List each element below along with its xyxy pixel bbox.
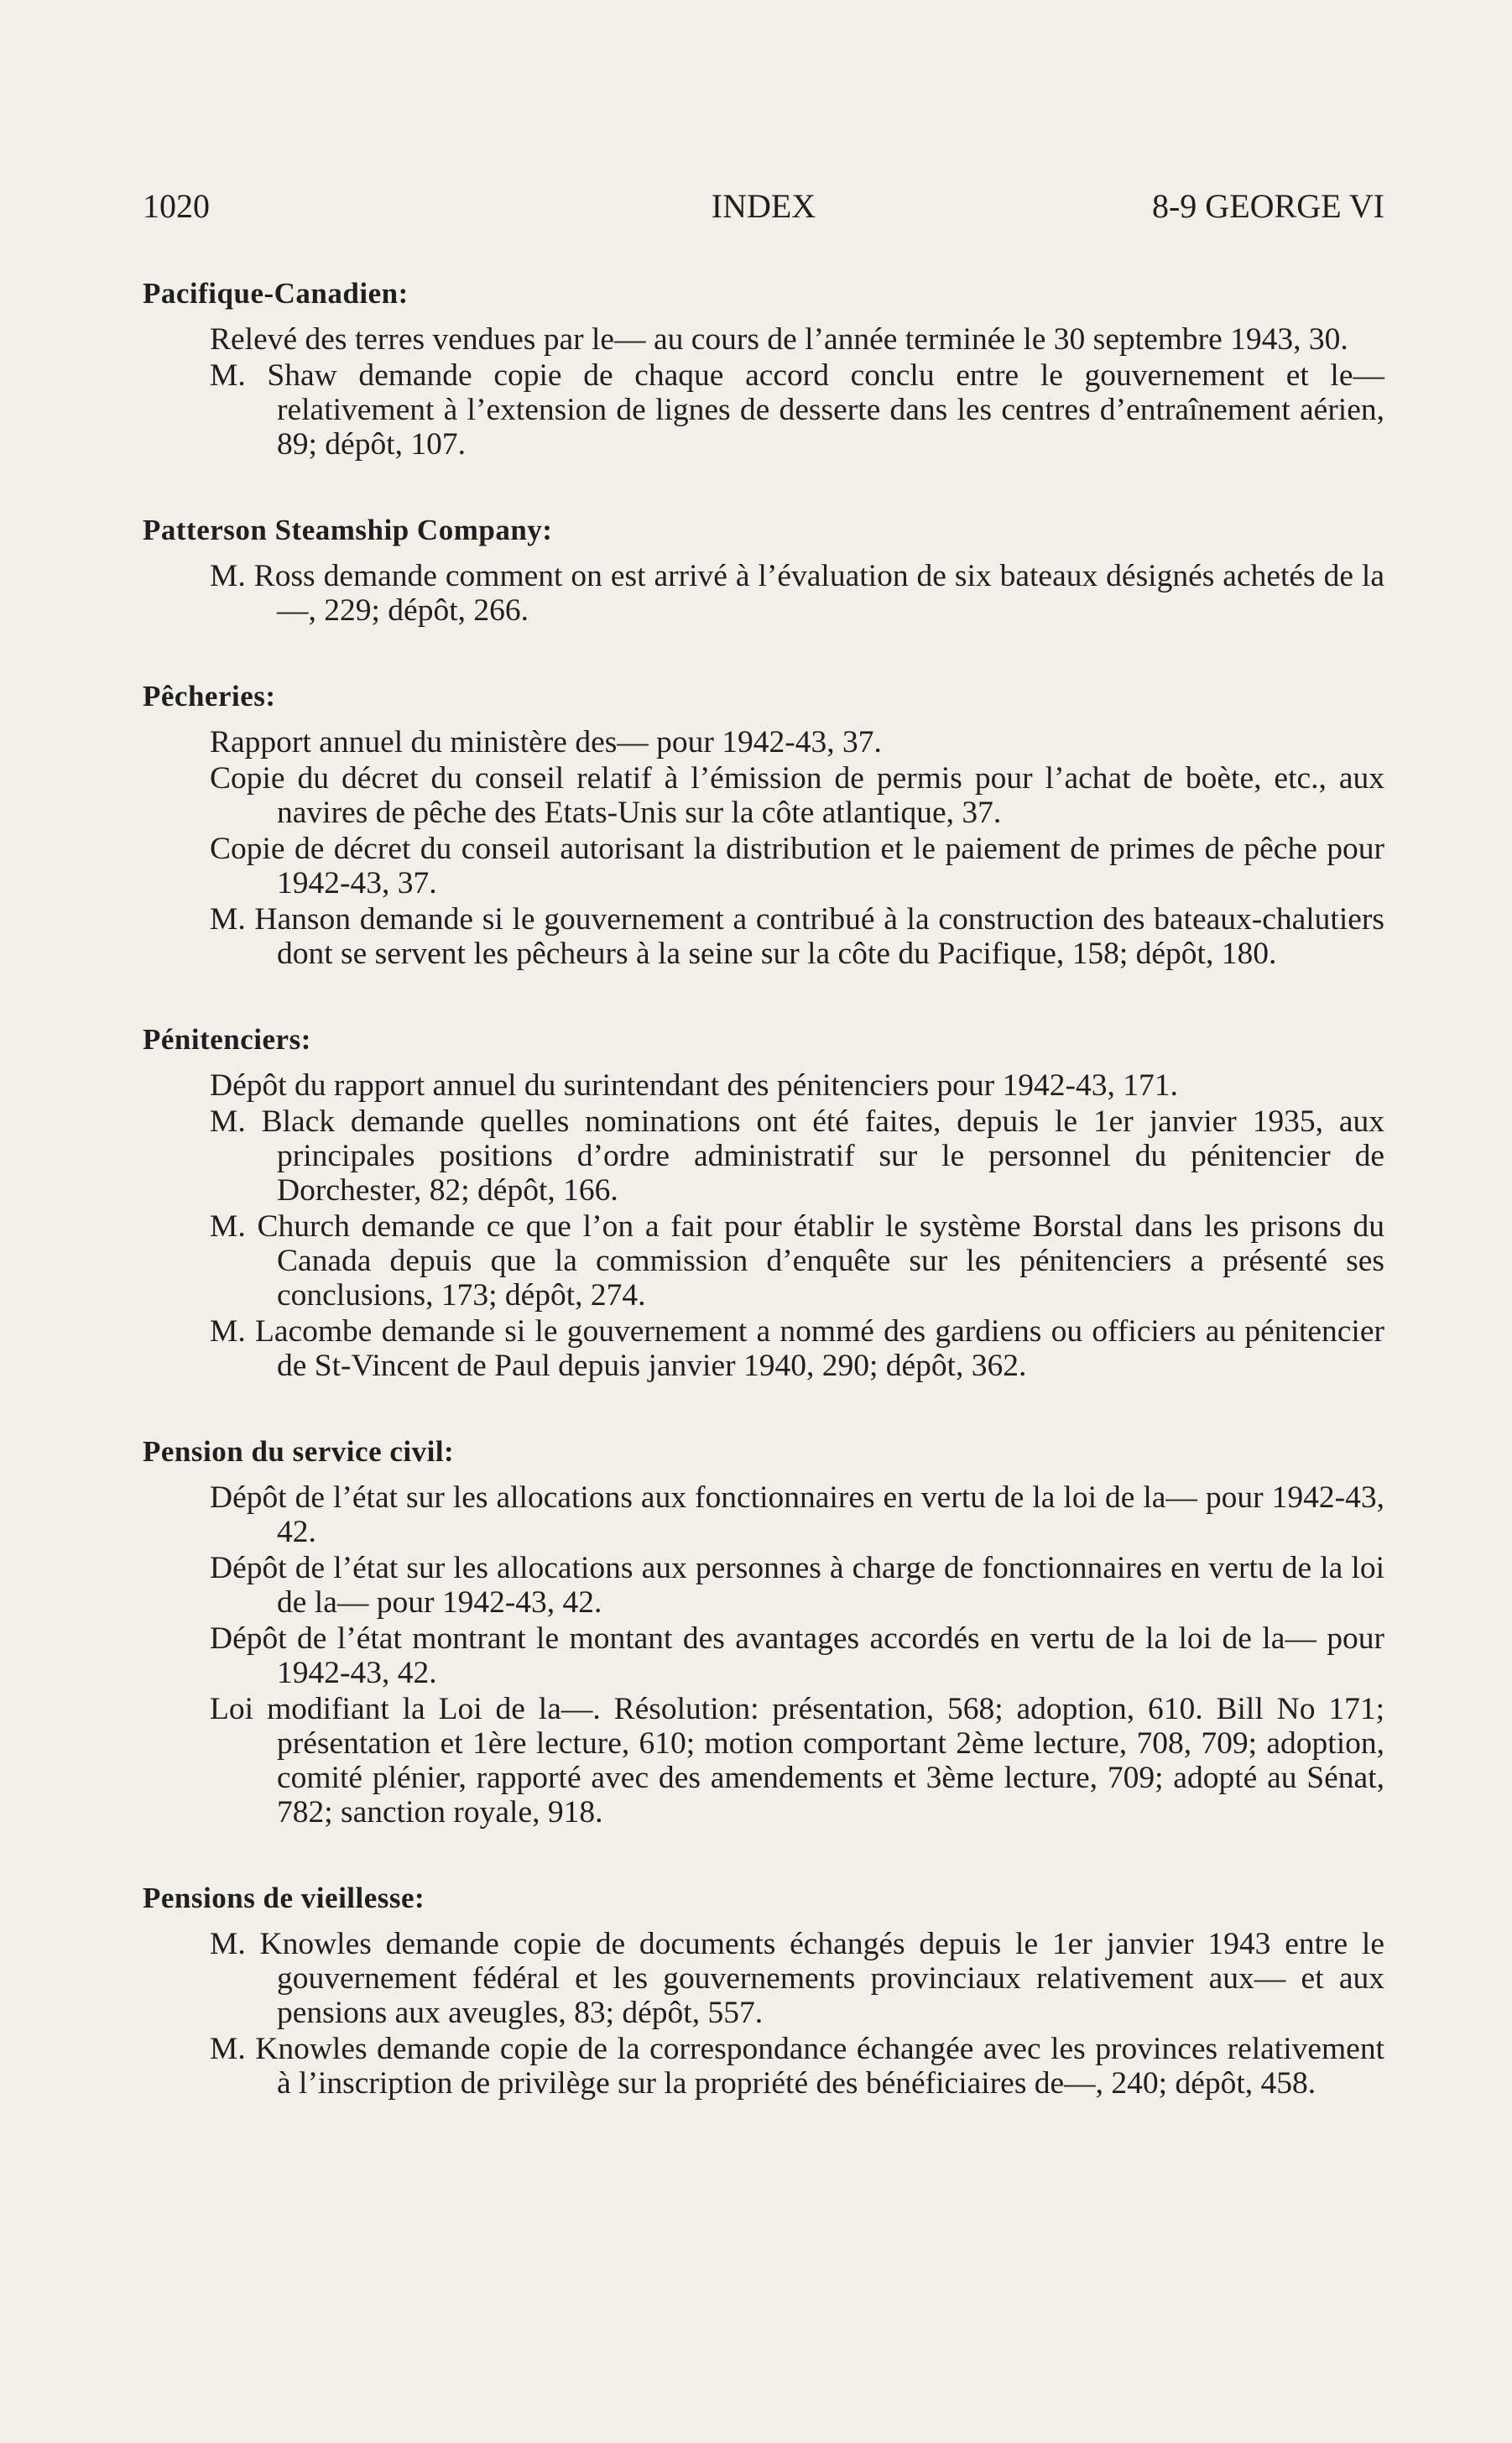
index-entry: M. Lacombe demande si le gouvernement a nommé des gardiens ou officiers au pénitencier de St-Vincent de Paul depuis janvier 1940, 290; dépôt, 362. <box>210 1314 1384 1383</box>
index-entry: M. Hanson demande si le gouvernement a contribué à la construction des bateaux-chalutiers dont se servent les pêcheurs à la seine sur la côte du Pacifique, 158; dépôt, 180. <box>210 902 1384 971</box>
section-heading: Patterson Steamship Company: <box>143 514 553 546</box>
index-entry: Loi modifiant la Loi de la—. Résolution: présentation, 568; adoption, 610. Bill No 171; présentation et 1ère lecture, 610; motion comportant 2ème lecture, 708, 709; adoption, comité plénier, rapporté avec des amendements et 3ème lecture, 709; adopté au Sénat, 782; sanction royale, 918. <box>210 1692 1384 1830</box>
index-page <box>143 186 1384 2102</box>
index-entry: Relevé des terres vendues par le— au cours de l’année terminée le 30 septembre 1943, 30. <box>210 322 1348 357</box>
section-heading: Pension du service civil: <box>143 1435 455 1468</box>
index-entry: M. Church demande ce que l’on a fait pour établir le système Borstal dans les prisons du Canada depuis que la commission d’enquête sur les pénitenciers a présenté ses conclusions, 173; dépôt, 274. <box>210 1209 1384 1313</box>
index-entry: M. Shaw demande copie de chaque accord conclu entre le gouvernement et le— relativement à l’extension de lignes de desserte dans les centres d’entraînement aérien, 89; dépôt, 107. <box>210 358 1384 462</box>
header-reign: 8-9 GEORGE VI <box>1151 187 1384 225</box>
index-entry: Dépôt de l’état sur les allocations aux personnes à charge de fonctionnaires en vertu de la loi de la— pour 1942-43, 42. <box>210 1551 1384 1620</box>
index-sections <box>143 277 1384 2101</box>
section-heading: Pensions de vieillesse: <box>143 1882 425 1914</box>
index-entry: Copie du décret du conseil relatif à l’émission de permis pour l’achat de boète, etc., aux navires de pêche des Etats-Unis sur la côte atlantique, 37. <box>210 761 1384 830</box>
index-section <box>143 680 1384 971</box>
index-entry: Dépôt du rapport annuel du surintendant des pénitenciers pour 1942-43, 171. <box>210 1068 1178 1103</box>
section-heading: Pêcheries: <box>143 680 276 713</box>
section-heading: Pénitenciers: <box>143 1023 311 1056</box>
index-section <box>143 1882 1384 2101</box>
header-title: INDEX <box>711 187 816 225</box>
index-entry: Dépôt de l’état montrant le montant des avantages accordés en vertu de la loi de la— pour 1942-43, 42. <box>210 1621 1384 1690</box>
index-entry: Copie de décret du conseil autorisant la distribution et le paiement de primes de pêche pour 1942-43, 37. <box>210 832 1384 900</box>
index-entry: M. Black demande quelles nominations ont été faites, depuis le 1er janvier 1935, aux principales positions d’ordre administratif sur le personnel du pénitencier de Dorchester, 82; dépôt, 166. <box>210 1104 1384 1208</box>
index-section <box>143 1023 1384 1383</box>
index-entry: M. Knowles demande copie de documents échangés depuis le 1er janvier 1943 entre le gouvernement fédéral et les gouvernements provinciaux relativement aux— et aux pensions aux aveugles, 83; dépôt, 557. <box>210 1927 1384 2030</box>
page-number: 1020 <box>143 187 210 225</box>
index-entry: Rapport annuel du ministère des— pour 1942-43, 37. <box>210 725 882 760</box>
index-entry: M. Ross demande comment on est arrivé à l’évaluation de six bateaux désignés achetés de la—, 229; dépôt, 266. <box>210 559 1384 628</box>
index-section <box>143 277 1384 462</box>
running-header <box>143 186 1384 237</box>
index-section <box>143 514 1384 628</box>
index-entry: M. Knowles demande copie de la correspondance échangée avec les provinces relativement à l’inscription de privilège sur la propriété des bénéficiaires de—, 240; dépôt, 458. <box>210 2032 1384 2101</box>
index-entry: Dépôt de l’état sur les allocations aux fonctionnaires en vertu de la loi de la— pour 1942-43, 42. <box>210 1480 1384 1549</box>
index-section <box>143 1435 1384 1830</box>
section-heading: Pacifique-Canadien: <box>143 277 409 310</box>
